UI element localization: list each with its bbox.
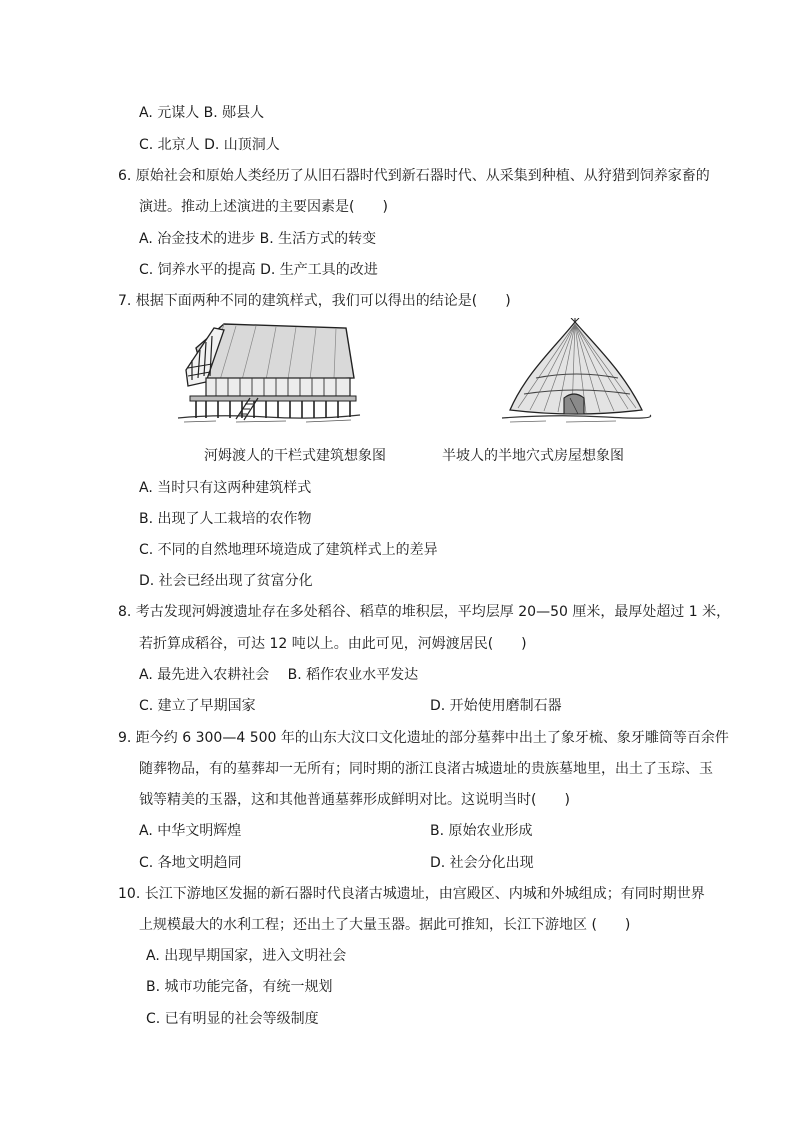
caption-stilt-house: 河姆渡人的干栏式建筑想象图 (204, 448, 386, 464)
q8-options-ab: A. 最先进入农耕社会 B. 稻作农业水平发达 (139, 667, 419, 683)
q10-option-c: C. 已有明显的社会等级制度 (146, 1011, 319, 1027)
q7-option-d: D. 社会已经出现了贫富分化 (139, 573, 313, 589)
q8-option-c: C. 建立了早期国家 (139, 698, 256, 714)
q7-option-c: C. 不同的自然地理环境造成了建筑样式上的差异 (139, 542, 438, 558)
q8-stem-line1: 8. 考古发现河姆渡遗址存在多处稻谷、稻草的堆积层，平均层厚 20—50 厘米，最厚处超过 1 米， (118, 604, 731, 620)
q9-stem-line2: 随葬物品，有的墓葬却一无所有；同时期的浙江良渚古城遗址的贵族墓地里，出土了玉琮、玉 (139, 761, 713, 777)
q10-option-b: B. 城市功能完备，有统一规划 (146, 979, 333, 995)
q6-stem-line1: 6. 原始社会和原始人类经历了从旧石器时代到新石器时代、从采集到种植、从狩猎到饲养家畜的 (118, 168, 710, 184)
q9-option-b: B. 原始农业形成 (430, 823, 533, 839)
q7-option-a: A. 当时只有这两种建筑样式 (139, 480, 312, 496)
caption-semi-subterranean-hut: 半坡人的半地穴式房屋想象图 (442, 448, 624, 464)
q9-stem-line3: 钺等精美的玉器，这和其他普通墓葬形成鲜明对比。这说明当时( ) (139, 792, 570, 808)
q10-option-a: A. 出现早期国家，进入文明社会 (146, 948, 347, 964)
stilt-house-illustration (176, 320, 362, 425)
q6-stem-line2: 演进。推动上述演进的主要因素是( ) (139, 199, 388, 215)
q7-stem: 7. 根据下面两种不同的建筑样式，我们可以得出的结论是( ) (118, 293, 511, 309)
q9-stem-line1: 9. 距今约 6 300—4 500 年的山东大汶口文化遗址的部分墓葬中出土了象牙梳、象牙雕筒等百余件 (118, 730, 729, 746)
q8-option-d: D. 开始使用磨制石器 (430, 698, 562, 714)
q9-option-c: C. 各地文明趋同 (139, 855, 242, 871)
q10-stem-line2: 上规模最大的水利工程；还出土了大量玉器。据此可推知，长江下游地区 ( ) (139, 917, 631, 933)
q5-options-cd: C. 北京人 D. 山顶洞人 (139, 137, 280, 153)
q8-stem-line2: 若折算成稻谷，可达 12 吨以上。由此可见，河姆渡居民( ) (139, 636, 527, 652)
q6-options-ab: A. 冶金技术的进步 B. 生活方式的转变 (139, 231, 377, 247)
q7-option-b: B. 出现了人工栽培的农作物 (139, 511, 312, 527)
q9-option-d: D. 社会分化出现 (430, 855, 534, 871)
semi-subterranean-hut-illustration (496, 318, 654, 428)
q5-options-ab: A. 元谋人 B. 郧县人 (139, 105, 265, 121)
q10-stem-line1: 10. 长江下游地区发掘的新石器时代良渚古城遗址，由宫殿区、内城和外城组成；有同时期世界 (118, 886, 705, 902)
q9-option-a: A. 中华文明辉煌 (139, 823, 242, 839)
q6-options-cd: C. 饲养水平的提高 D. 生产工具的改进 (139, 262, 378, 278)
